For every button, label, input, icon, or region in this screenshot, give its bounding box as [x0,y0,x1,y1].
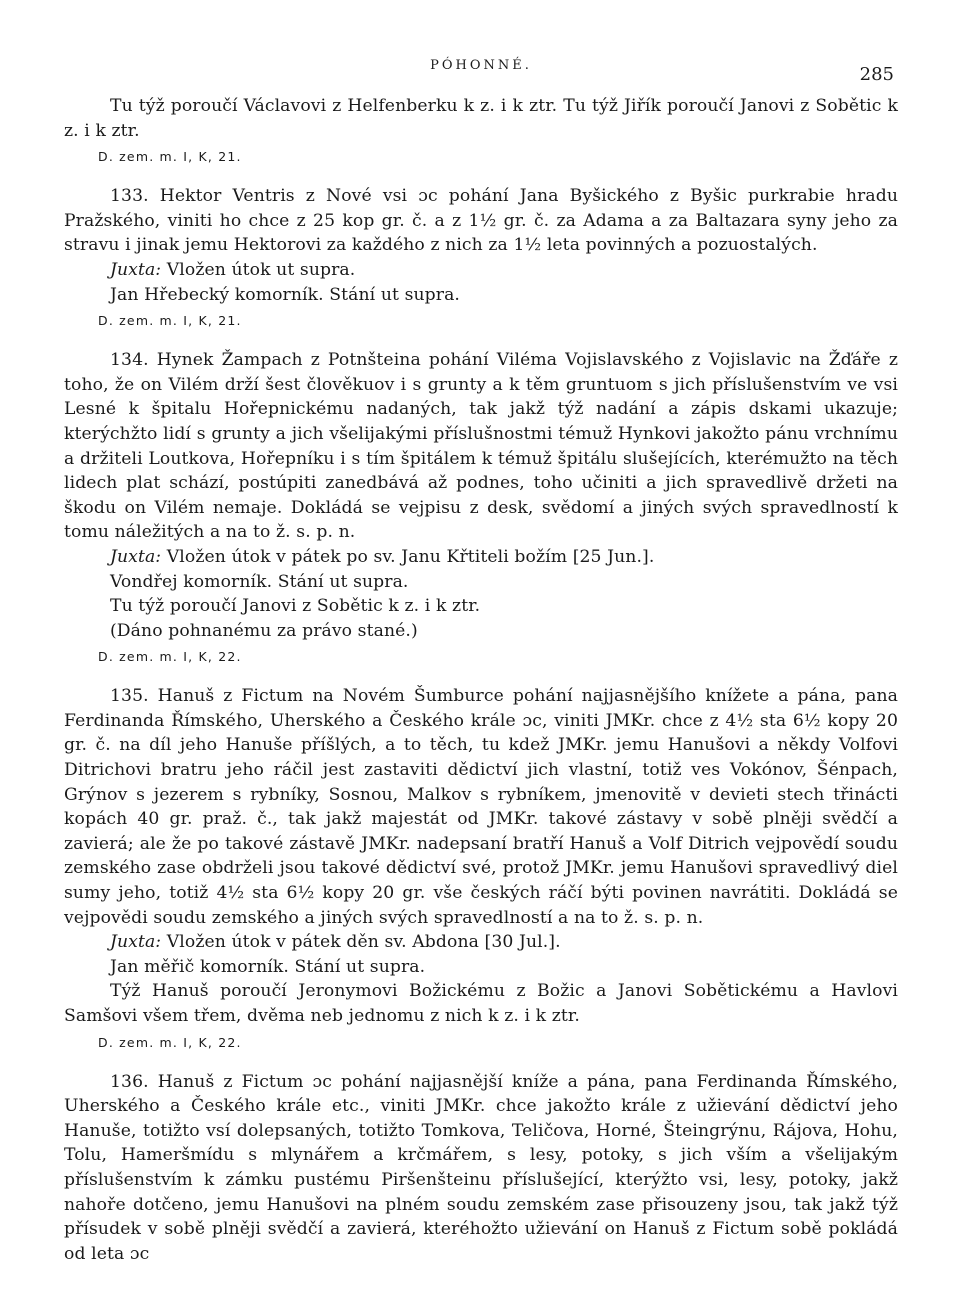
running-title: PÓHONNÉ. [430,58,532,73]
entry-136: 136. Hanuš z Fictum ɔc pohání najjasnější kníže a pána, pana Ferdinanda Římského, Uherského a Českého krále etc., viniti JMKr. chce jakožto krále z užievání dědictví jeho Hanuše, totižto vsí dolepsaných, totižto Tomkova, Teličova, Horné, Šteingrýnu, Rájova, Hohu, Tolu, Hameršmídu s mlynářem a krčmářem, s lesy, potoky, s jich vším a všelijakým příslušenstvím k zámku pustému Piršenšteinu příslušející, kterýžto vsi, lesy, potoky, jakž nahoře dotčeno, jemu Hanušovi na plném soudu zemském zase přisouzeny jsou, tak jakž týž přísudek v sobě plněji svědčí a zavierá, kteréhožto užievání on Hanuš z Fictum sobě pokládá od leta ɔc [64,1071,898,1264]
page-number: 285 [859,64,894,85]
paragraph: Jan měřič komorník. Stání ut supra. [110,956,426,977]
entry-133: 133. Hektor Ventris z Nové vsi ɔc pohání Jana Byšického z Byšic purkrabie hradu Pražského, viniti ho chce z 25 kop gr. č. a z 1½ gr. č. za Adama a za Baltazara syny jeho za stravu i jinak jemu Hektorovi za každého z nich za 1½ leta povinných a pozuostalých. [64,186,898,256]
paragraph: Tu týž poroučí Janovi z Sobětic k z. i k ztr. [110,596,481,617]
juxta-label: Juxta: [110,932,162,953]
source-reference: D. zem. m. I, K, 21. [98,313,242,329]
source-reference: D. zem. m. I, K, 22. [98,1034,242,1050]
paragraph: (Dáno pohnanému za právo stané.) [110,620,418,641]
entry-134: 134. Hynek Žampach z Potnšteina pohání Viléma Vojislavského z Vojislavic na Žďáře z toho, že on Vilém drží šest člověkuov i s grunty a k těm gruntuom s jich příslušenstvím ve vsi Lesné k špitalu Hořepnickému nadaných, tak jakž týž nadání a zápis dskami ukazuje; kterýchžto lidí s grunty a jich všelijakými příslušnostmi témuž Hynkovi jakožto pánu vrchnímu a držiteli Loutkova, Hořepníku i s tím špitálem k témuž špitálu slušejících, kterémužto na těch lidech plat schází, postúpiti zanedbává až podnes, toho učiniti a jich spravedlivě držeti na škodu on Vilém nemaje. Dokládá se vejpisu z desk, svědomí a jiných svých spravedlností k tomu náležitých a na to ž. s. p. n. [64,350,898,543]
source-reference: D. zem. m. I, K, 21. [98,149,242,165]
juxta-line [64,930,898,955]
source-reference: D. zem. m. I, K, 22. [98,649,242,665]
paragraph: Vondřej komorník. Stání ut supra. [110,571,409,592]
juxta-line [64,258,898,283]
paragraph: Tu týž poroučí Václavovi z Helfenberku k z. i k ztr. Tu týž Jiřík poroučí Janovi z Sobětic k z. i k ztr. [64,96,898,141]
juxta-label: Juxta: [110,259,162,280]
juxta-label: Juxta: [110,546,162,567]
juxta-text: Vložen útok v pátek po sv. Janu Křtiteli božím [25 Jun.]. [161,546,655,567]
juxta-line [64,545,898,570]
juxta-text: Vložen útok ut supra. [161,259,356,280]
paragraph: Jan Hřebecký komorník. Stání ut supra. [110,284,460,305]
paragraph: Týž Hanuš poroučí Jeronymovi Božickému z Božic a Janovi Sobětickému a Havlovi Samšovi všem třem, dvěma neb jednomu z nich k z. i k ztr. [64,981,898,1026]
entry-135: 135. Hanuš z Fictum na Novém Šumburce pohání najjasnějšího knížete a pána, pana Ferdinanda Římského, Uherského a Českého krále ɔc, viniti JMKr. chce z 4½ sta 6½ kopy 20 gr. č. na díl jeho Hanuše příšlých, a to těch, tu kdež JMKr. jemu Hanušovi a někdy Volfovi Ditrichovi bratru jeho ráčil jest zastaviti dědictví jich vlastní, totiž ves Vokónov, Šénpach, Grýnov s jezerem s rybníky, Sosnou, Malkov s rybníkem, jmenovitě v devieti stech třinácti kopách 40 gr. praž. č., tak jakž majestát od JMKr. takové zástavy v sobě plněji svědčí a zavierá; ale že po takové zástavě JMKr. nadepsaní bratří Hanuš a Volf Ditrich vejpovědí soudu zemského zase obdrželi jsou takové dědictví své, protož JMKr. jemu Hanušovi spravedlivý diel sumy jeho, totiž 4½ sta 6½ kopy 20 gr. vše českých ráčí býti povinen navrátiti. Dokládá se vejpovědi soudu zemského a jiných svých spravedlností a na to ž. s. p. n. [64,686,898,928]
juxta-text: Vložen útok v pátek děn sv. Abdona [30 Jul.]. [161,932,561,953]
running-head [64,54,898,85]
